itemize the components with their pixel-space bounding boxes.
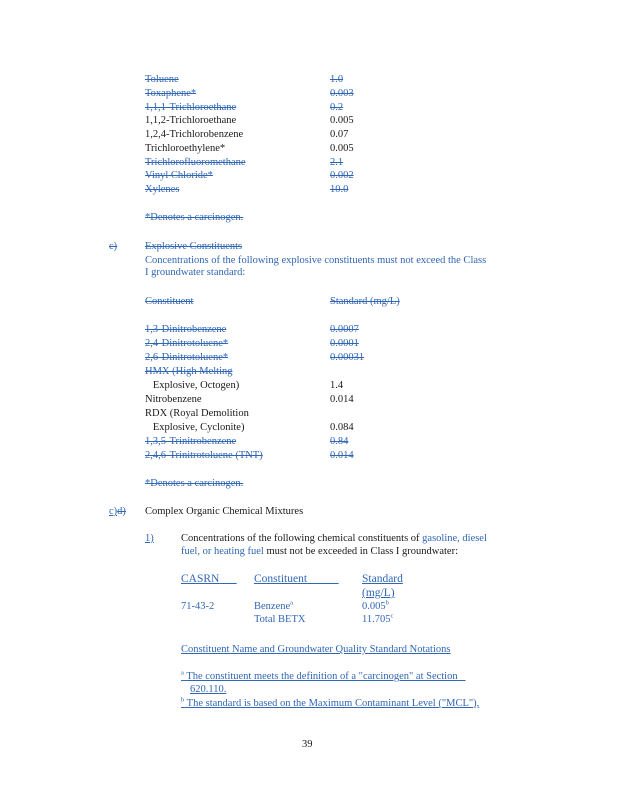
section-c-footnote: *Denotes a carcinogen. [145,478,244,489]
explosive-row-value: 1.4 [330,380,344,391]
explosive-row-name: HMX (High Melting [145,366,233,377]
table-h-casrn: CASRN [181,573,220,585]
section-c-marker: c) [109,241,118,252]
table-r2-value-sup: c [390,612,394,620]
top-row-value: 0.2 [330,101,344,113]
explosive-row-name: 1,3,5-Trinitrobenzene [145,436,237,447]
item-1-line2-rest: must not be exceeded in Class I groundwater: [263,546,459,557]
explosive-row-name: 2,4-Dinitrotoluene* [145,338,229,349]
explosive-row-name: 2,4,6-Trinitrotoluene (TNT) [145,450,263,461]
explosive-row-name: RDX (Royal Demolition [145,408,249,419]
explosive-row-value: 0.014 [330,394,354,405]
item-1-line2 [181,546,458,558]
section-c-intro-line1: Concentrations of the following explosive constituents must not exceed the Class [145,255,487,266]
table-r1-casrn: 71-43-2 [181,601,215,612]
table-h-standard-1: Standard [362,573,403,585]
item-1-line2-ins: fuel, or heating fuel [181,546,264,557]
table-r1-value: 0.005$^b$ [362,599,389,612]
explosive-row-value: 0.084 [330,422,354,433]
explosive-row-name: 2,6-Dinitrotoluene* [145,352,229,363]
top-row-value: 1.0 [330,74,344,85]
table-r1-name-sup: a [290,599,294,607]
section-d-marker [109,506,126,518]
item-1-marker: 1) [145,533,154,544]
table-h-standard-2: (mg/L) [362,587,395,599]
table-h-constituent: Constituent [254,573,308,585]
notations-heading: Constituent Name and Groundwater Quality Standard Notations [181,644,451,655]
top-row-value: 0.07 [330,129,349,140]
explosive-row-value: 0.0001 [330,338,359,349]
top-row-name: Trichloroethylene* [145,142,226,154]
table-r2-name: Total BETX [254,614,306,625]
item-1-line1 [181,533,487,545]
section-c-title: Explosive Constituents [145,241,243,252]
table-h-constituent-underline [254,573,339,585]
top-row-name: 1,1,1-Trichloroethane [145,101,237,113]
explosive-row-name: Explosive, Cyclonite) [145,422,245,433]
section-d-title: Complex Organic Chemical Mixtures [145,506,304,517]
top-row-name: 1,2,4-Trichlorobenzene [145,129,244,140]
section-c-col-standard: Standard (mg/L) [330,296,400,307]
item-1-text-a: Concentrations of the following chemical constituents of [181,533,423,544]
explosive-row-value: 0.00031 [330,352,365,363]
top-row-value: 10.0 [330,184,349,195]
table-h-casrn-underline [181,573,237,585]
explosive-row-value: 0.0007 [330,324,359,335]
top-row-name: Vinyl Chloride* [145,170,213,182]
top-footnote: *Denotes a carcinogen. [145,212,244,223]
top-row-name: Xylenes [145,184,180,195]
note-a-sup: a [181,669,184,677]
top-row-name: Toxaphene* [145,87,197,99]
table-r1-value-sup: b [385,599,389,607]
top-row-value: 2.1 [330,156,344,168]
note-b-sup: b [181,696,185,704]
section-d-marker-new: c) [109,506,118,517]
top-row-name: 1,1,2-Trichloroethane [145,115,237,127]
explosive-row-value: 0.014 [330,450,354,461]
page-number: 39 [302,739,313,750]
table-r1-name: Benzene$^a$ [254,599,294,612]
top-row-name: Trichlorofluoromethane [145,156,246,168]
top-row-value: 0.002 [330,170,354,182]
explosive-row-name: Explosive, Octogen) [145,380,240,391]
note-b-line1: $^b$ The standard is based on the Maximum Contaminant Level ("MCL"), [181,696,480,709]
top-row-value: 0.003 [330,87,354,99]
section-c-col-constituent: Constituent [145,296,194,307]
item-1-text-ins: gasoline, diesel [422,533,487,544]
top-row-name: Toluene [145,74,179,85]
top-row-value: 0.005 [330,115,354,127]
explosive-row-value: 0.84 [330,436,349,447]
top-row-value: 0.005 [330,142,354,154]
explosive-row-name: 1,3-Dinitrobenzene [145,324,227,335]
note-a-line2: 620.110. [190,684,227,695]
table-r2-value: 11.705$^c$ [362,612,394,625]
explosive-row-name: Nitrobenzene [145,394,202,405]
section-d-marker-old: d) [117,506,126,517]
section-c-intro-line2: I groundwater standard: [145,267,246,278]
note-a-line1: $^a$ The constituent meets the definition of a "carcinogen" at Section [181,669,458,682]
